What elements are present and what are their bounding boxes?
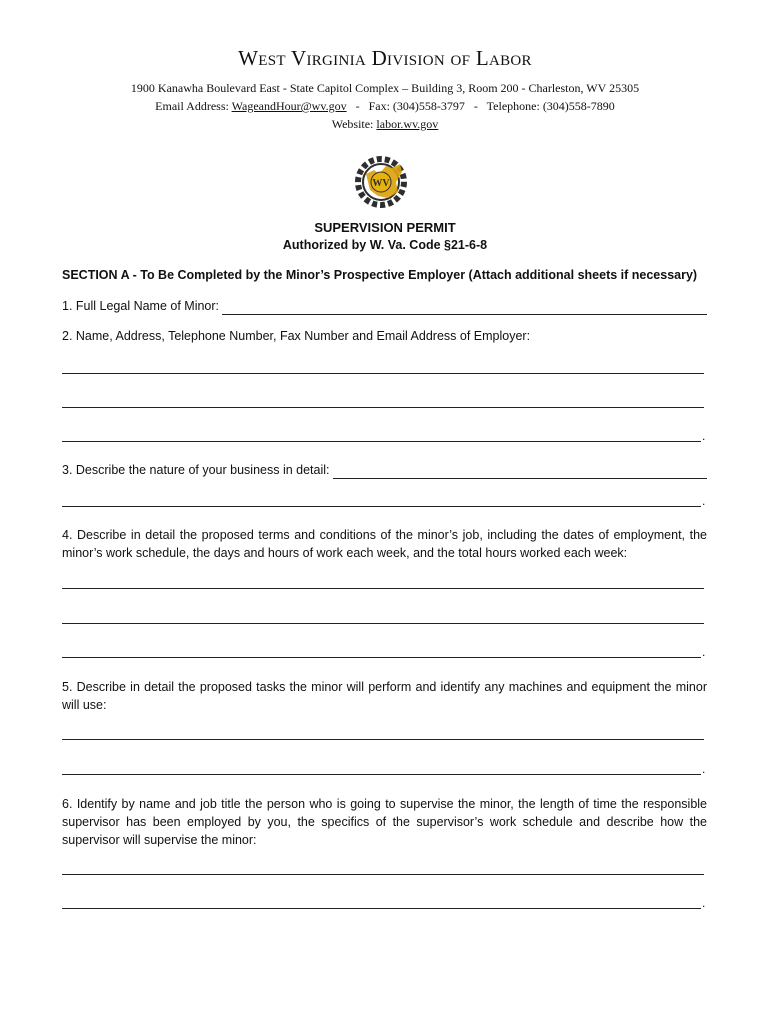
- logo-wv-text: WV: [372, 178, 390, 189]
- employer-info-line-2[interactable]: [62, 407, 704, 408]
- org-title: West Virginia Division of Labor: [238, 46, 532, 70]
- period-mark: .: [702, 896, 706, 910]
- question-2-label: 2. Name, Address, Telephone Number, Fax Number and Email Address of Employer:: [62, 329, 531, 343]
- question-6-label: 6. Identify by name and job title the person who is going to supervise the minor, the length of time the responsible supervisor has been employed by you, the specifics of the supervisor’s work schedule and describe how the supervisor will supervise the minor:: [62, 797, 707, 847]
- job-terms-line-2[interactable]: [62, 623, 704, 624]
- fax-phone-text: - Fax: (304)558-3797 - Telephone: (304)558-7890: [346, 99, 615, 113]
- minor-name-field[interactable]: [222, 302, 707, 315]
- business-nature-field[interactable]: [333, 466, 707, 479]
- question-1-row: [62, 297, 707, 315]
- question-4-label: 4. Describe in detail the proposed terms and conditions of the minor’s job, including the dates of employment, the minor’s work schedule, the days and hours of work each week, and the total hours worked each week:: [62, 528, 707, 560]
- question-5-label: 5. Describe in detail the proposed tasks the minor will perform and identify any machines and equipment the minor will use:: [62, 680, 707, 712]
- website-link[interactable]: labor.wv.gov: [376, 117, 439, 131]
- tasks-line-2[interactable]: [62, 774, 701, 775]
- question-3-label: 3. Describe the nature of your business in detail:: [62, 463, 330, 477]
- email-link[interactable]: WageandHour@wv.gov: [231, 99, 347, 113]
- question-3-row: [62, 461, 707, 479]
- period-mark: .: [702, 762, 706, 776]
- address-line: 1900 Kanawha Boulevard East - State Capitol Complex – Building 3, Room 200 - Charleston, WV 25305: [130, 81, 640, 95]
- form-authority: Authorized by W. Va. Code §21-6-8: [282, 238, 488, 252]
- job-terms-line-3[interactable]: [62, 657, 701, 658]
- contact-line: [0, 99, 770, 114]
- website-line: [0, 117, 770, 132]
- section-a-heading: SECTION A - To Be Completed by the Minor’s Prospective Employer (Attach additional sheets if necessary): [62, 268, 698, 282]
- employer-info-line-1[interactable]: [62, 373, 704, 374]
- supervisor-line-2[interactable]: [62, 908, 701, 909]
- supervisor-line-1[interactable]: [62, 874, 704, 875]
- question-1-label: 1. Full Legal Name of Minor:: [62, 299, 220, 313]
- job-terms-line-1[interactable]: [62, 588, 704, 589]
- email-label: Email Address:: [155, 99, 232, 113]
- wv-division-of-labor-logo: [348, 152, 414, 212]
- period-mark: .: [702, 494, 706, 508]
- business-nature-line-2[interactable]: [62, 506, 701, 507]
- period-mark: .: [702, 429, 706, 443]
- form-title: SUPERVISION PERMIT: [314, 220, 456, 235]
- website-label: Website:: [331, 117, 377, 131]
- employer-info-line-3[interactable]: [62, 441, 701, 442]
- tasks-line-1[interactable]: [62, 739, 704, 740]
- period-mark: .: [702, 645, 706, 659]
